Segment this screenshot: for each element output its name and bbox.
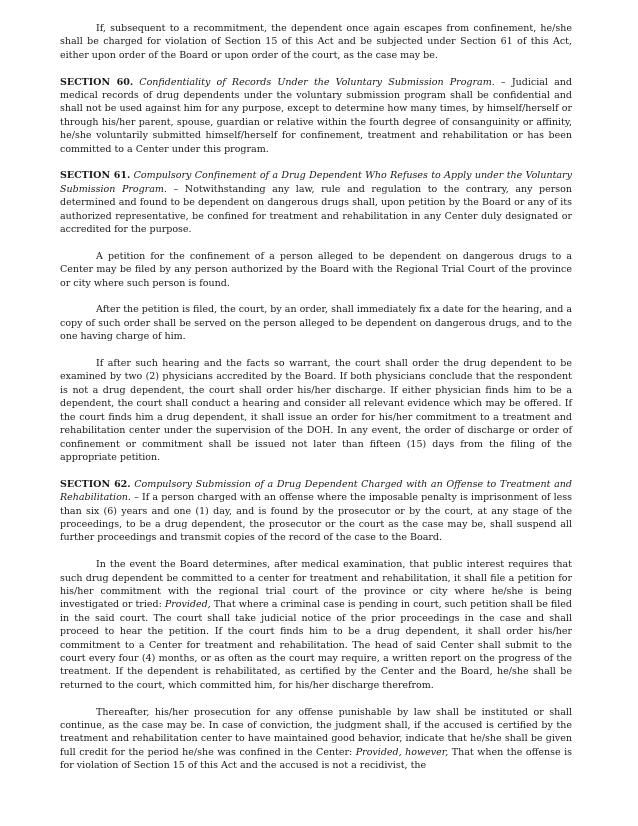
section-60-body: – Judicial and medical records of drug dependents under the voluntary submission program shall be confidential and shall not be used against him for any purpose, except to determine how many times, by himself/herself or through his/her parent, spouse, guardian or relative within the fourth degree of consanguinity or affinity, he/she voluntarily submitted himself/herself for confinement, treatment and rehabilitation or has been committed to a Center under this program. bbox=[60, 76, 572, 155]
paragraph-hearing-date: After the petition is filed, the court, by an order, shall immediately fix a date for the hearing, and a copy of such order shall be served on the person alleged to be dependent on dangerous drugs, and to the one having charge of him. bbox=[60, 304, 572, 343]
paragraph-board-commitment-petition bbox=[60, 558, 572, 692]
provided-proviso: Provided, bbox=[164, 599, 211, 611]
section-60 bbox=[60, 76, 572, 156]
paragraph-recommitment-escape: If, subsequent to a recommitment, the dependent once again escapes from confinement, he/she shall be charged for violation of Section 15 of this Act and be subjected under Section 61 of this Act, either upon order of the Board or upon order of the court, as the case may be. bbox=[60, 23, 572, 61]
paragraph-physician-examination: If after such hearing and the facts so warrant, the court shall order the drug dependent to be examined by two (2) physicians accredited by the Board. If both physicians conclude that the respondent is not a drug dependent, the court shall order his/her discharge. If either physician finds him to be a dependent, the court shall conduct a hearing and consider all relevant evidence which may be offered. If the court finds him a drug dependent, it shall issue an order for his/her commitment to a treatment and rehabilitation center under the supervision of the DOH. In any event, the order of discharge or order of confinement or commitment shall be issued not later than fifteen (15) days from the filing of the appropriate petition. bbox=[60, 358, 572, 463]
paragraph-prosecution-continuation bbox=[60, 706, 572, 773]
paragraph-petition-filing: A petition for the confinement of a person alleged to be dependent on dangerous drugs to a Center may be filed by any person authorized by the Board with the Regional Trial Court of the province or city where such person is found. bbox=[60, 250, 572, 289]
paragraph-board-commitment-text-2: That where a criminal case is pending in court, such petition shall be filed in the said court. The court shall take judicial notice of the prior proceedings in the case and shall proceed to hear the petition. If the court finds him to be a drug dependent, it shall order his/her commitment to a Center for treatment and rehabilitation. The head of said Center shall submit to the court every four (4) months, or as often as the court may require, a written report on the progress of the treatment. If the dependent is rehabilitated, as certified by the Center and the Board, he/she shall be returned to the court, which committed him, for his/her discharge therefrom. bbox=[60, 599, 572, 691]
section-62-title: Compulsory Submission of a Drug Dependent Charged with an Offense to Treatment and Rehabilitation. bbox=[60, 478, 572, 504]
paragraph-board-commitment-text-1: In the event the Board determines, after medical examination, that public interest requires that such drug dependent be committed to a center for treatment and rehabilitation, it shall file a petition for his/her commitment with the regional trial court of the province or city where he/she is being investigated or tried: bbox=[60, 559, 572, 611]
section-62-body: – If a person charged with an offense where the imposable penalty is imprisonment of less than six (6) years and one (1) day, and is found by the prosecutor or by the court, at any stage of the proceedings, to be a drug dependent, the prosecutor or the court as the case may be, shall suspend all further proceedings and transmit copies of the record of the case to the Board. bbox=[60, 492, 572, 544]
section-62 bbox=[60, 478, 572, 545]
section-62-number: SECTION 62. bbox=[60, 478, 131, 490]
document-page bbox=[60, 22, 572, 786]
paragraph-prosecution-text-2: That when the offense is for violation of Section 15 of this Act and the accused is not a recidivist, the bbox=[60, 746, 573, 772]
section-61-number: SECTION 61. bbox=[60, 170, 131, 182]
section-60-title: Confidentiality of Records Under the Voluntary Submission Program. bbox=[139, 76, 495, 88]
section-61-body: – Notwithstanding any law, rule and regulation to the contrary, any person determined and found to be dependent on dangerous drugs shall, upon petition by the Board or any of its authorized representative, be confined for treatment and rehabilitation in any Center duly designated or accredited for the purpose. bbox=[60, 183, 573, 236]
section-61-title: Compulsory Confinement of a Drug Dependent Who Refuses to Apply under the Voluntary Submission Program. bbox=[60, 170, 572, 195]
provided-however-proviso: Provided, however, bbox=[355, 746, 449, 758]
section-60-number: SECTION 60. bbox=[60, 76, 134, 88]
section-61 bbox=[60, 169, 572, 236]
paragraph-prosecution-text-1: Thereafter, his/her prosecution for any offense punishable by law shall be instituted or shall continue, as the case may be. In case of conviction, the judgment shall, if the accused is certified by the treatment and rehabilitation center to have maintained good behavior, indicate that he/she shall be given full credit for the period he/she was confined in the Center: bbox=[60, 706, 572, 758]
